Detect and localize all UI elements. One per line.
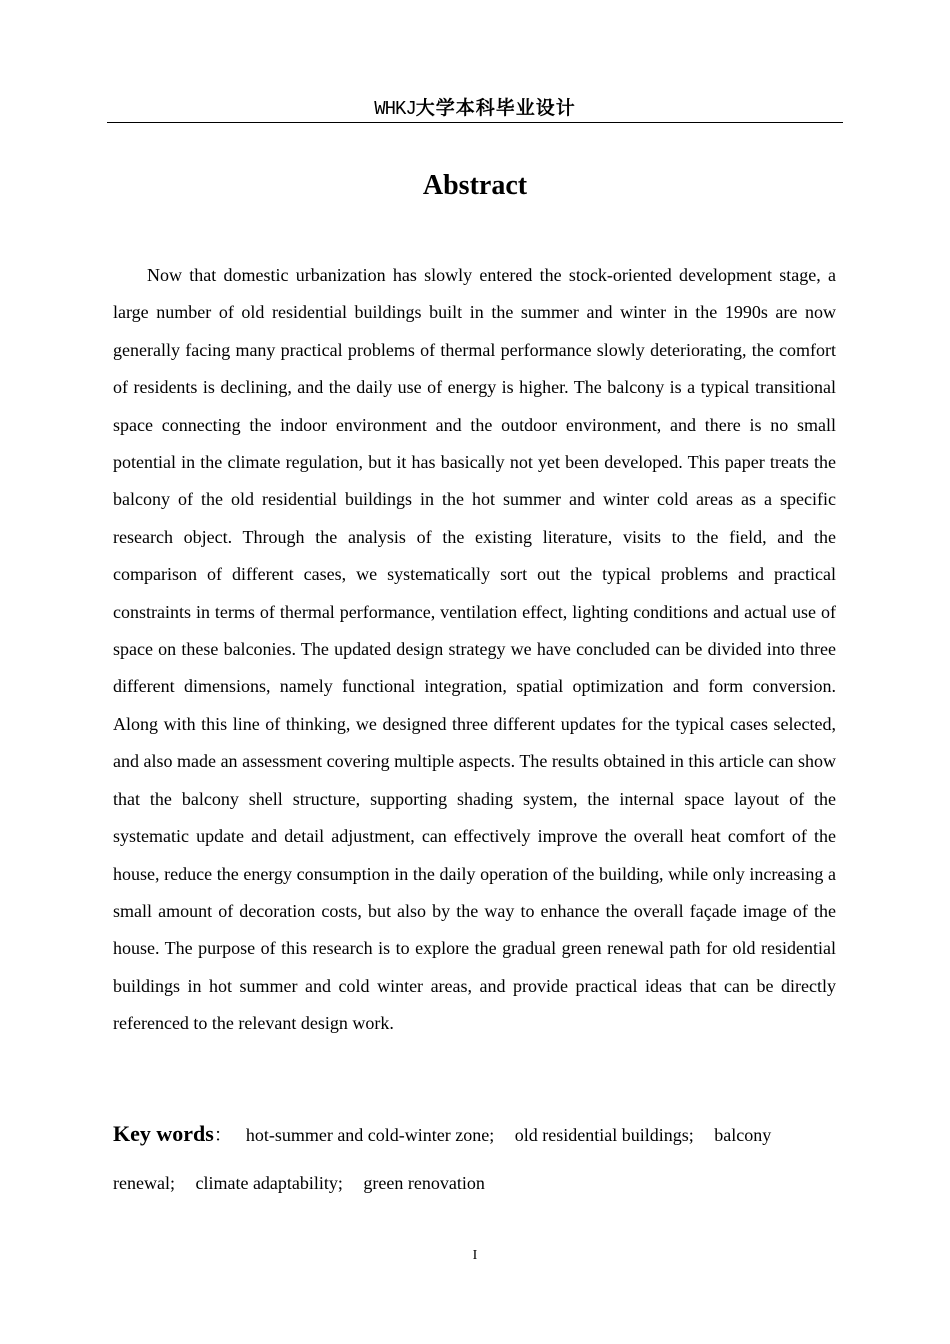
keyword-item: climate adaptability; bbox=[195, 1173, 343, 1193]
keywords-label: Key words bbox=[113, 1121, 214, 1146]
page-number: I bbox=[472, 1248, 478, 1263]
keyword-item: green renovation bbox=[363, 1173, 485, 1193]
header-prefix: WHKJ bbox=[374, 98, 416, 120]
keyword-item: old residential buildings; bbox=[514, 1125, 694, 1145]
abstract-title: Abstract bbox=[422, 170, 528, 201]
abstract-body: Now that domestic urbanization has slowly entered the stock-oriented development stage, a large number of old residential buildings built in the summer and winter in the 1990s are now generally facing many practical problems of thermal performance slowly deteriorating, the comfort of residents is declining, and the daily use of energy is higher. The balcony is a typical transitional space connecting the indoor environment and the outdoor environment, and there is no small potential in the climate regulation, but it has basically not yet been developed. This paper treats the balcony of the old residential buildings in the hot summer and winter cold areas as a specific research object. Through the analysis of the existing literature, visits to the field, and the comparison of different cases, we systematically sort out the typical problems and practical constraints in terms of thermal performance, ventilation effect, lighting conditions and actual use of space on these balconies. The updated design strategy we have concluded can be divided into three different dimensions, namely functional integration, spatial optimization and form conversion. Along with this line of thinking, we designed three different updates for the typical cases selected, and also made an assessment covering multiple aspects. The results obtained in this article can show that the balcony shell structure, supporting shading system, the internal space layout of the systematic update and detail adjustment, can effectively improve the overall heat comfort of the house, reduce the energy consumption in the daily operation of the building, while only increasing a small amount of decoration costs, but also by the way to enhance the overall façade image of the house. The purpose of this research is to explore the gradual green renewal path for old residential buildings in hot summer and cold winter areas, and provide practical ideas that can be directly referenced to the relevant design work. bbox=[113, 265, 836, 1034]
keyword-item: balcony renewal; bbox=[113, 1125, 772, 1193]
keywords bbox=[113, 1110, 836, 1207]
header-rule bbox=[107, 122, 843, 123]
page-header bbox=[107, 94, 843, 122]
keyword-item: hot-summer and cold-winter zone; bbox=[245, 1125, 495, 1145]
keywords-colon: ： bbox=[213, 1125, 232, 1145]
header-title: 大学本科毕业设计 bbox=[415, 97, 576, 119]
